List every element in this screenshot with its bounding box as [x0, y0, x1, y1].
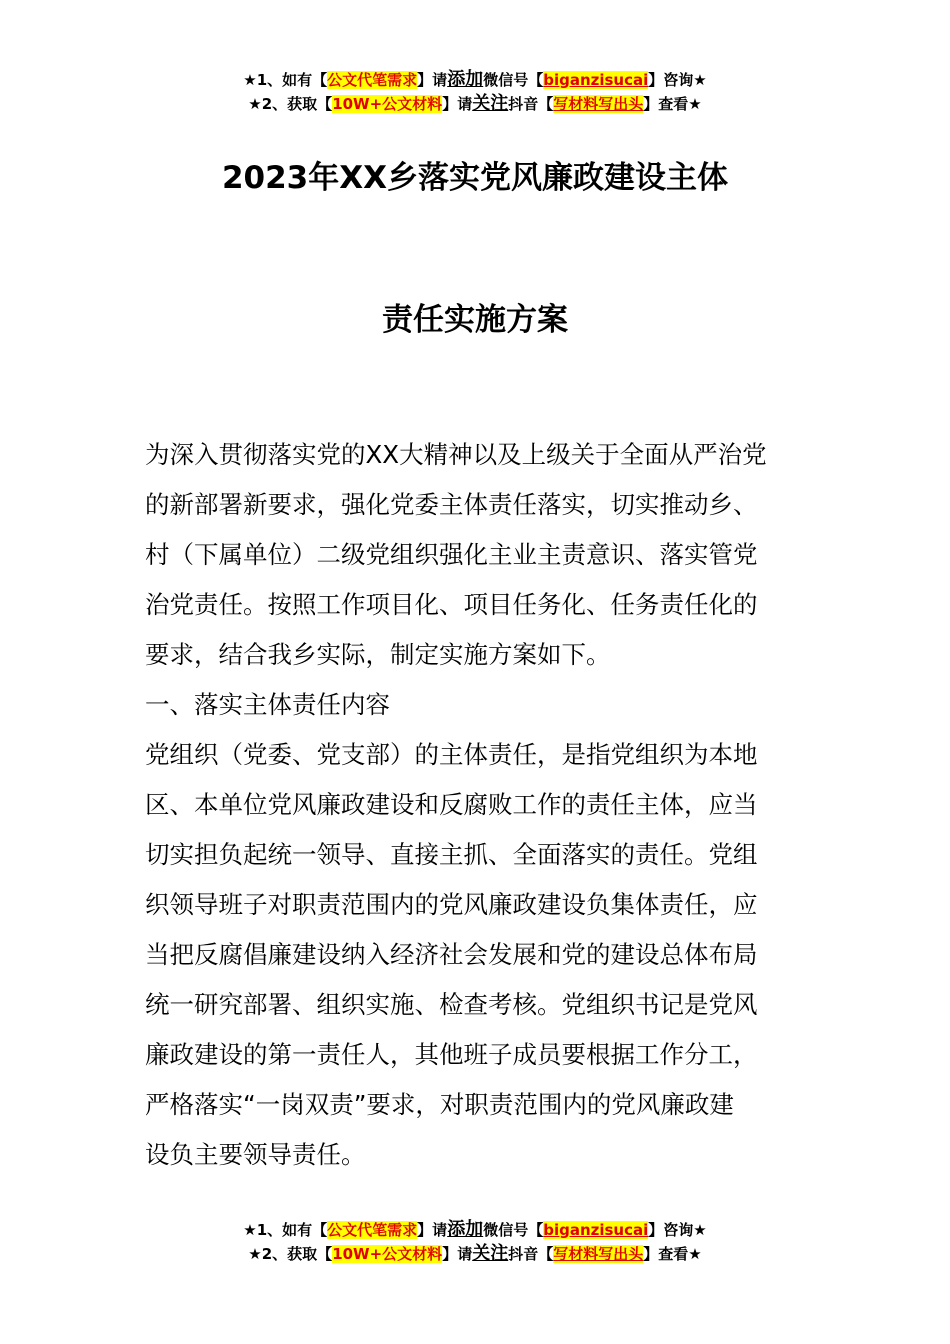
- ad-highlight: 公文代笔需求: [327, 1221, 418, 1239]
- footer-ad: [0, 1218, 950, 1266]
- ad-text: ★2、获取【: [248, 1245, 333, 1263]
- ad-emphasis: 添加: [447, 1219, 484, 1240]
- ad-wechat-id: biganzisucai: [543, 71, 649, 89]
- ad-text: 抖音【: [508, 95, 554, 113]
- ad-douyin-id: 写材料写出头: [553, 95, 644, 113]
- body-line: 当把反腐倡廉建设纳入经济社会发展和党的建设总体布局: [145, 940, 758, 969]
- ad-text: 抖音【: [508, 1245, 554, 1263]
- ad-wechat-id: biganzisucai: [543, 1221, 649, 1239]
- body-line: 要求，结合我乡实际，制定实施方案如下。: [145, 640, 611, 669]
- ad-text: 】请: [417, 71, 448, 89]
- ad-highlight: 公文代笔需求: [327, 71, 418, 89]
- body-line: 村（下属单位）二级党组织强化主业主责意识、落实管党: [145, 540, 758, 569]
- ad-text: 】请: [442, 95, 473, 113]
- ad-emphasis: 添加: [447, 69, 484, 90]
- body-line: 为深入贯彻落实党的XX大精神以及上级关于全面从严治党: [145, 440, 767, 469]
- body-text: [145, 430, 825, 1180]
- body-line: 设负主要领导责任。: [145, 1140, 366, 1169]
- ad-line-2: [0, 92, 950, 116]
- title-line-1: 2023年XX乡落实党风廉政建设主体: [221, 160, 729, 196]
- body-line: 切实担负起统一领导、直接主抓、全面落实的责任。党组: [145, 840, 758, 869]
- ad-line-1: [0, 68, 950, 92]
- ad-line-2: [0, 1242, 950, 1266]
- body-line: 织领导班子对职责范围内的党风廉政建设负集体责任，应: [145, 890, 758, 919]
- ad-text: ★1、如有【: [243, 1221, 328, 1239]
- body-line: 治党责任。按照工作项目化、项目任务化、任务责任化的: [145, 590, 758, 619]
- ad-text: 】查看★: [643, 95, 702, 113]
- ad-text: ★2、获取【: [248, 95, 333, 113]
- ad-emphasis: 关注: [472, 1243, 509, 1264]
- ad-highlight: 10W+公文材料: [332, 1245, 443, 1263]
- ad-highlight: 10W+公文材料: [332, 95, 443, 113]
- ad-text: ★1、如有【: [243, 71, 328, 89]
- title-line-2: 责任实施方案: [382, 302, 568, 338]
- body-line: 严格落实“一岗双责”要求，对职责范围内的党风廉政建: [145, 1090, 734, 1119]
- header-ad: [0, 68, 950, 116]
- ad-text: 】查看★: [643, 1245, 702, 1263]
- body-line: 区、本单位党风廉政建设和反腐败工作的责任主体，应当: [145, 790, 758, 819]
- ad-emphasis: 关注: [472, 93, 509, 114]
- section-heading: 一、落实主体责任内容: [145, 690, 390, 719]
- body-line: 党组织（党委、党支部）的主体责任，是指党组织为本地: [145, 740, 758, 769]
- ad-text: 】请: [417, 1221, 448, 1239]
- ad-text: 微信号【: [483, 1221, 544, 1239]
- body-line: 的新部署新要求，强化党委主体责任落实，切实推动乡、: [145, 490, 758, 519]
- body-line: 统一研究部署、组织实施、检查考核。党组织书记是党风: [145, 990, 758, 1019]
- ad-line-1: [0, 1218, 950, 1242]
- ad-text: 】咨询★: [648, 1221, 707, 1239]
- ad-text: 】咨询★: [648, 71, 707, 89]
- ad-text: 】请: [442, 1245, 473, 1263]
- body-line: 廉政建设的第一责任人，其他班子成员要根据工作分工，: [145, 1040, 758, 1069]
- ad-text: 微信号【: [483, 71, 544, 89]
- ad-douyin-id: 写材料写出头: [553, 1245, 644, 1263]
